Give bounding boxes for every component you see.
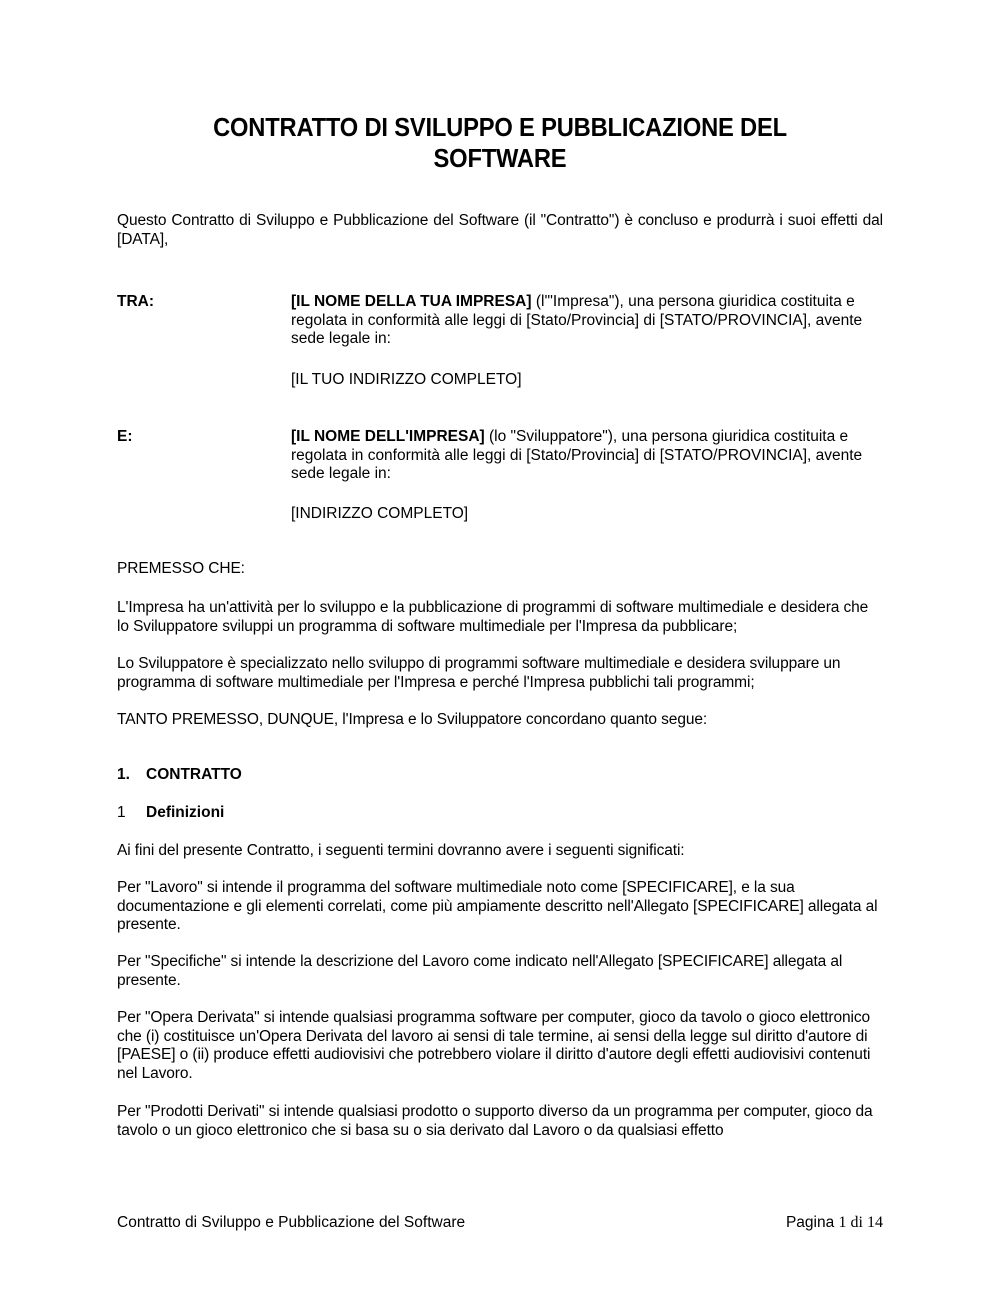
recital-2: Lo Sviluppatore è specializzato nello sviluppo di programmi software multimediale e desidera sviluppare un programma di software multimediale per l'Impresa e perché l'Impresa pubblichi tali programmi; bbox=[117, 655, 841, 691]
subsection-title: Definizioni bbox=[146, 804, 225, 821]
footer-page-current: 1 bbox=[838, 1214, 847, 1231]
premesso-label: PREMESSO CHE: bbox=[117, 560, 245, 577]
party-tra-name: [IL NOME DELLA TUA IMPRESA] bbox=[291, 293, 532, 310]
subsection-number: 1 bbox=[117, 804, 126, 821]
party-label-tra: TRA: bbox=[117, 293, 155, 310]
party-tra-description bbox=[291, 293, 883, 349]
party-tra-address: [IL TUO INDIRIZZO COMPLETO] bbox=[291, 371, 522, 388]
party-e-address: [INDIRIZZO COMPLETO] bbox=[291, 505, 469, 522]
definition-opera-derivata: Per "Opera Derivata" si intende qualsiasi programma software per computer, gioco da tavolo o gioco elettronico che (i) costituisce un'Opera Derivata del lavoro ai sensi di tale termine, ai sensi della legge sul diritto d'autore di [PAESE] o (ii) produce effetti audiovisivi che potrebbero violare il diritto d'autore degli effetti audiovisivi contenuti nel Lavoro. bbox=[117, 1009, 871, 1082]
footer-document-title: Contratto di Sviluppo e Pubblicazione del Software bbox=[117, 1214, 466, 1231]
footer-page-total: 14 bbox=[867, 1214, 883, 1231]
section-number: 1. bbox=[117, 766, 130, 783]
title-line-1: CONTRATTO DI SVILUPPO E PUBBLICAZIONE DEL bbox=[213, 114, 787, 142]
party-label-e: E: bbox=[117, 428, 133, 445]
recital-3: TANTO PREMESSO, DUNQUE, l'Impresa e lo Sviluppatore concordano quanto segue: bbox=[117, 711, 708, 728]
party-e-name: [IL NOME DELL'IMPRESA] bbox=[291, 428, 485, 445]
footer-page-of: di bbox=[846, 1214, 867, 1231]
recital-1: L'Impresa ha un'attività per lo sviluppo e la pubblicazione di programmi di software multimediale e desidera che lo Sviluppatore sviluppi un programma di software multimediale per l'Impresa da pubblicare; bbox=[117, 599, 869, 635]
subsection-heading bbox=[117, 804, 224, 823]
party-e-description bbox=[291, 428, 883, 484]
section-heading bbox=[117, 766, 242, 785]
definitions-intro: Ai fini del presente Contratto, i seguenti termini dovranno avere i seguenti significati: bbox=[117, 842, 685, 859]
title-line-2: SOFTWARE bbox=[433, 145, 567, 173]
definition-specifiche: Per "Specifiche" si intende la descrizione del Lavoro come indicato nell'Allegato [SPECIFICARE] allegata al presente. bbox=[117, 953, 843, 989]
footer-page-word: Pagina bbox=[785, 1214, 839, 1231]
section-title: CONTRATTO bbox=[146, 766, 242, 783]
intro-paragraph: Questo Contratto di Sviluppo e Pubblicazione del Software (il "Contratto") è concluso e produrrà i suoi effetti dal [DATA], bbox=[117, 212, 883, 248]
footer-page-number bbox=[786, 1214, 883, 1232]
party-e-text: (lo "Sviluppatore"), una persona giuridica costituita e regolata in conformità alle leggi di [Stato/Provincia] di [STATO/PROVINCIA], avente sede legale in: bbox=[291, 428, 863, 482]
document-title bbox=[144, 113, 856, 175]
party-tra-text: (l'"Impresa"), una persona giuridica costituita e regolata in conformità alle leggi di [Stato/Provincia] di [STATO/PROVINCIA], avente sede legale in: bbox=[291, 293, 863, 347]
definition-prodotti-derivati: Per "Prodotti Derivati" si intende qualsiasi prodotto o supporto diverso da un programma per computer, gioco da tavolo o un gioco elettronico che si basa su o sia derivato dal Lavoro o da qualsiasi effetto bbox=[117, 1103, 873, 1139]
definition-lavoro: Per "Lavoro" si intende il programma del software multimediale noto come [SPECIFICARE], e la sua documentazione e gli elementi correlati, come più ampiamente descritto nell'Allegato [SPECIFICARE] allegata al presente. bbox=[117, 879, 878, 933]
